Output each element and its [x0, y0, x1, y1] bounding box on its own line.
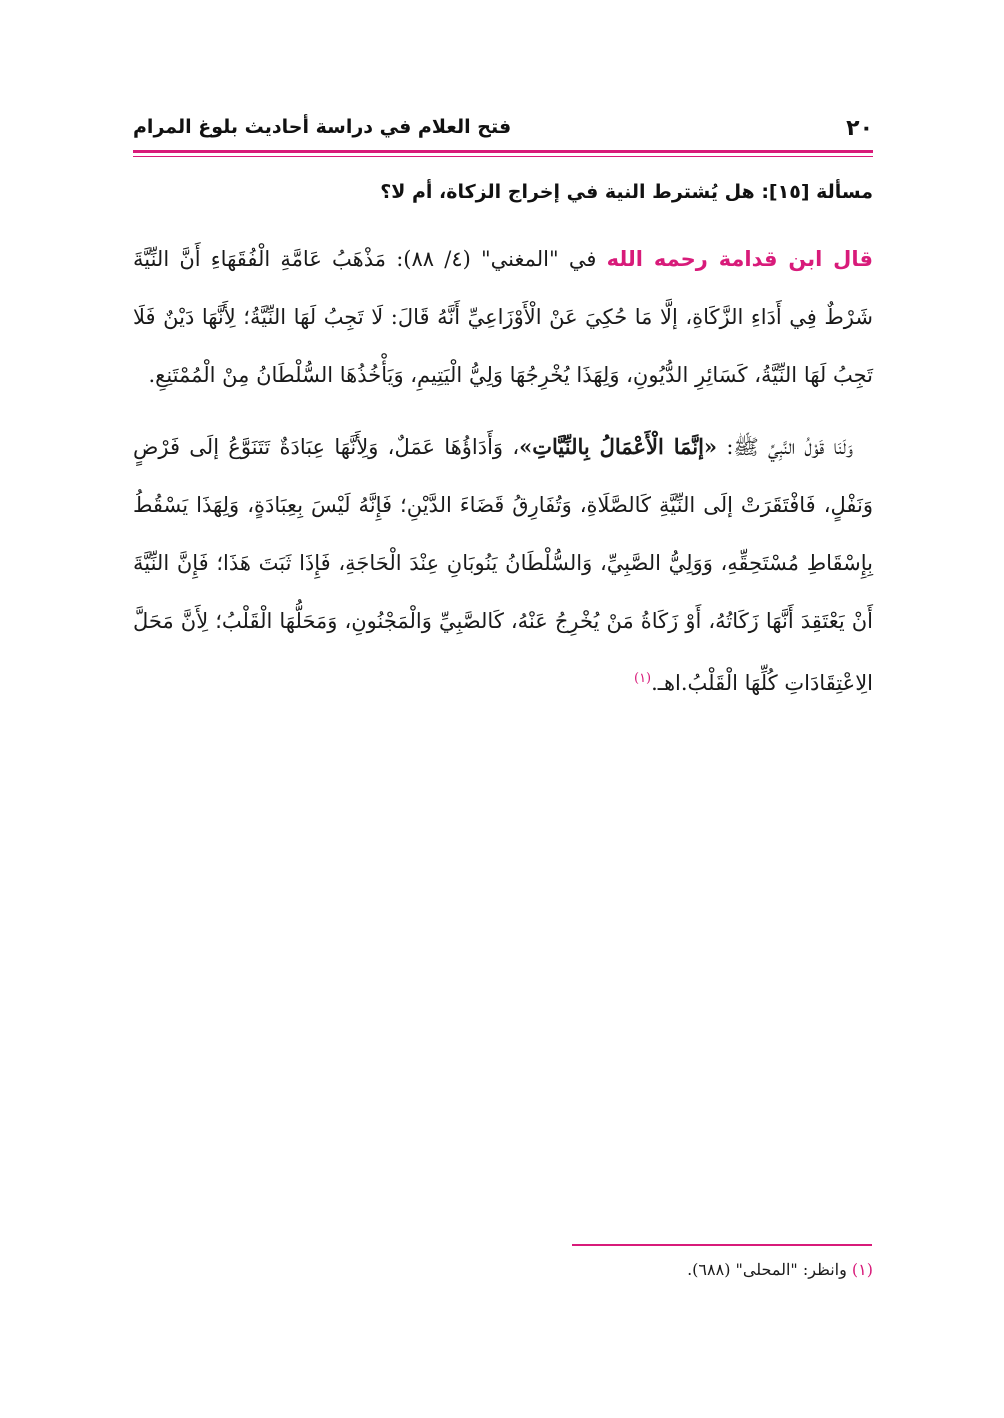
speaker-label: قال ابن قدامة رحمه الله [606, 247, 874, 271]
paragraph-text: في "المغني" (٤/ ٨٨): مَذْهَبُ عَامَّةِ الْفُقَهَاءِ أَنَّ النِّيَّةَ شَرْطٌ فِي أَدَاءِ الزَّكَاةِ، إلَّا مَا حُكِيَ عَنْ الْأَوْزَاعِيِّ أَنَّهُ قَالَ: لَا تَجِبُ لَهَا النِّيَّةُ؛ لِأَنَّهَا دَيْنٌ فَلَا تَجِبُ لَهَا النِّيَّةُ، كَسَائِرِ الدُّيُونِ، وَلِهَذَا يُخْرِجُهَا وَلِيُّ الْيَتِيمِ، وَيَأْخُذُهَا السُّلْطَانُ مِنْ الْمُمْتَنِعِ. [133, 247, 873, 387]
paragraph-lead: وَلَنَا قَوْلُ النَّبِيِّ ﷺ: [717, 435, 853, 459]
footnote-divider [572, 1244, 872, 1246]
paragraph-evidence [133, 418, 873, 712]
footnote-text: وانظر: "المحلى" (٦٨٨). [687, 1260, 852, 1279]
issue-heading: مسألة [١٥]: هل يُشترط النية في إخراج الزكاة، أم لا؟ [380, 181, 873, 203]
paragraph-ibn-qudamah [133, 230, 873, 404]
main-content [133, 172, 873, 726]
page-number: ٢٠ [846, 116, 873, 141]
header-rule-thin [133, 156, 873, 157]
footnote-marker[interactable]: (١) [633, 671, 652, 686]
paragraph-text: ، وَأَدَاؤُهَا عَمَلٌ، وَلِأَنَّهَا عِبَادَةٌ تَتَنَوَّعُ إلَى فَرْضٍ وَنَفْلٍ، فَافْتَقَرَتْ إلَى النِّيَّةِ كَالصَّلَاةِ، وَتُفَارِقُ قَضَاءَ الدَّيْنِ؛ فَإِنَّهُ لَيْسَ بِعِبَادَةٍ، وَلِهَذَا يَسْقُطُ بِإِسْقَاطِ مُسْتَحِقِّهِ، وَوَلِيُّ الصَّبِيِّ، وَالسُّلْطَانُ يَنُوبَانِ عِنْدَ الْحَاجَةِ، فَإِذَا ثَبَتَ هَذَا؛ فَإِنَّ النِّيَّةَ أَنْ يَعْتَقِدَ أَنَّهَا زَكَاتُهُ، أَوْ زَكَاةُ مَنْ يُخْرِجُ عَنْهُ، كَالصَّبِيِّ وَالْمَجْنُونِ، وَمَحَلُّهَا الْقَلْبُ؛ لِأَنَّ مَحَلَّ الِاعْتِقَادَاتِ كُلِّهَا الْقَلْبُ.اهـ. [133, 435, 873, 695]
footnote [687, 1258, 873, 1282]
hadith-quote: «إنَّمَا الْأَعْمَالُ بِالنِّيَّاتِ» [519, 434, 718, 459]
footnote-number: (١) [851, 1260, 873, 1279]
page-header [133, 108, 873, 148]
header-rule-thick [133, 150, 873, 153]
running-title: فتح العلام في دراسة أحاديث بلوغ المرام [133, 116, 512, 138]
